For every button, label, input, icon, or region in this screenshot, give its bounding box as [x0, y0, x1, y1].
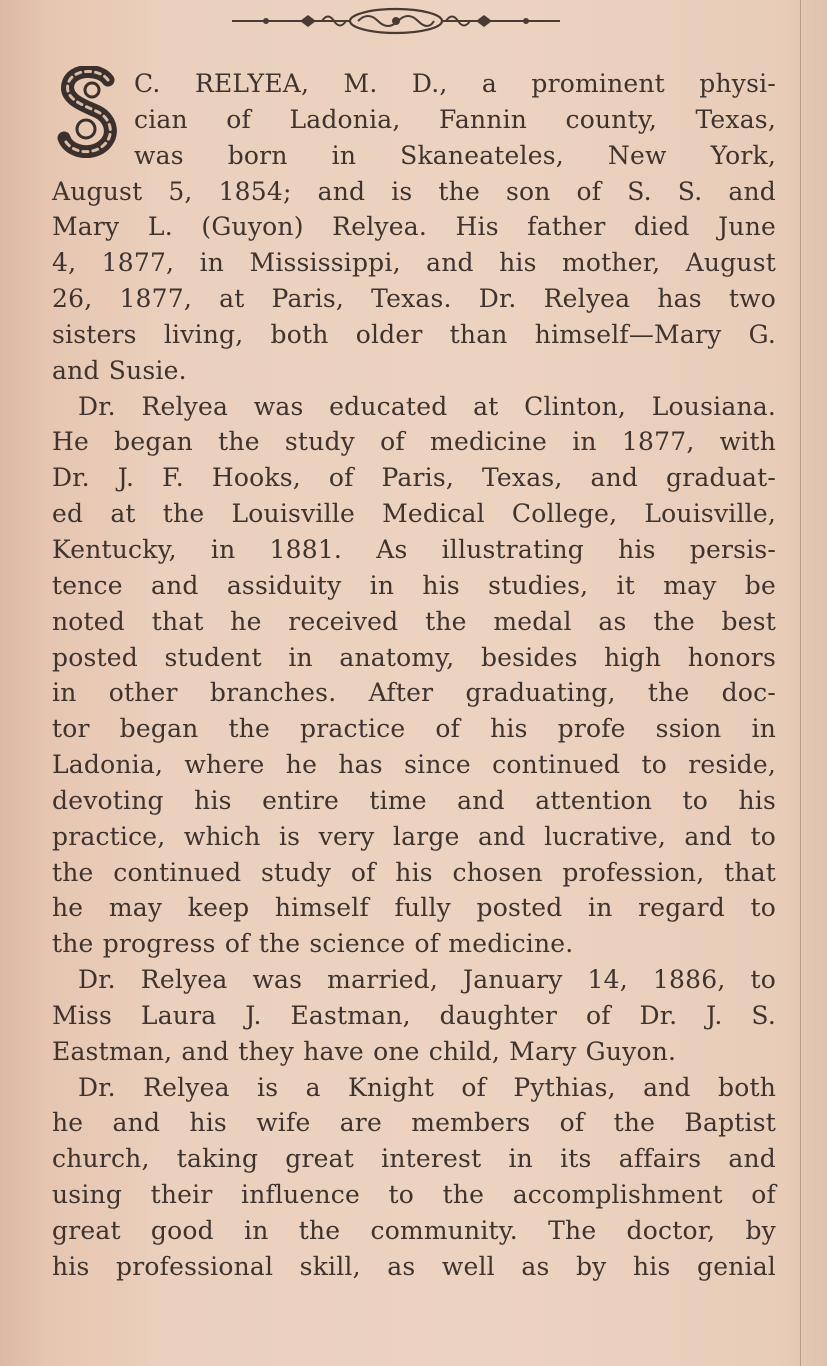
text-line: in other branches. After graduating, the doc-	[52, 678, 776, 708]
text-line: Ladonia, where he has since continued to reside,	[52, 750, 776, 780]
text-line: posted student in anatomy, besides high honors	[52, 642, 776, 672]
text-line: church, taking great interest in its affairs and	[52, 1144, 776, 1174]
column-rule	[800, 0, 801, 1366]
text-line: 26, 1877, at Paris, Texas. Dr. Relyea has two	[52, 284, 776, 314]
text-line: Dr. Relyea was educated at Clinton, Lousiana.	[78, 391, 776, 421]
text-line: 4, 1877, in Mississippi, and his mother, August	[52, 248, 776, 278]
text-line: was born in Skaneateles, New York,	[134, 140, 776, 170]
text-line: cian of Ladonia, Fannin county, Texas,	[134, 104, 776, 134]
text-line: devoting his entire time and attention to his	[52, 785, 776, 815]
text-line: great good in the community. The doctor, by	[52, 1216, 776, 1245]
text-line: and Susie.	[52, 355, 187, 385]
text-line: he may keep himself fully posted in regard to	[52, 893, 776, 923]
text-line: Miss Laura J. Eastman, daughter of Dr. J. S.	[52, 1000, 776, 1030]
text-line: August 5, 1854; and is the son of S. S. and	[52, 176, 776, 206]
text-line: tor began the practice of his profe ssion in	[52, 714, 776, 744]
article-text	[52, 66, 776, 1285]
text-line: C. RELYEA, M. D., a prominent physi-	[134, 69, 776, 98]
text-line: Dr. Relyea was married, January 14, 1886, to	[78, 965, 776, 995]
text-line: tence and assiduity in his studies, it may be	[52, 570, 776, 600]
text-line: he and his wife are members of the Baptist	[52, 1108, 776, 1138]
text-line: the progress of the science of medicine.	[52, 929, 574, 959]
text-line: ed at the Louisville Medical College, Louisville,	[52, 499, 776, 529]
text-line: the continued study of his chosen profession, that	[52, 857, 776, 887]
ornament-divider	[228, 6, 564, 36]
text-line: Dr. J. F. Hooks, of Paris, Texas, and graduat-	[52, 463, 776, 493]
text-line: his professional skill, as well as by his genial	[52, 1251, 776, 1281]
text-line: Kentucky, in 1881. As illustrating his persis-	[52, 534, 776, 564]
text-line: sisters living, both older than himself—Mary G.	[52, 319, 776, 349]
text-line: using their influence to the accomplishment of	[52, 1180, 776, 1210]
text-line: Mary L. (Guyon) Relyea. His father died June	[52, 212, 776, 242]
text-line: noted that he received the medal as the best	[52, 606, 776, 636]
text-line: Dr. Relyea is a Knight of Pythias, and both	[78, 1072, 776, 1102]
text-line: Eastman, and they have one child, Mary Guyon.	[52, 1036, 677, 1066]
text-line: He began the study of medicine in 1877, with	[52, 427, 776, 457]
text-line: practice, which is very large and lucrative, and to	[52, 821, 776, 851]
